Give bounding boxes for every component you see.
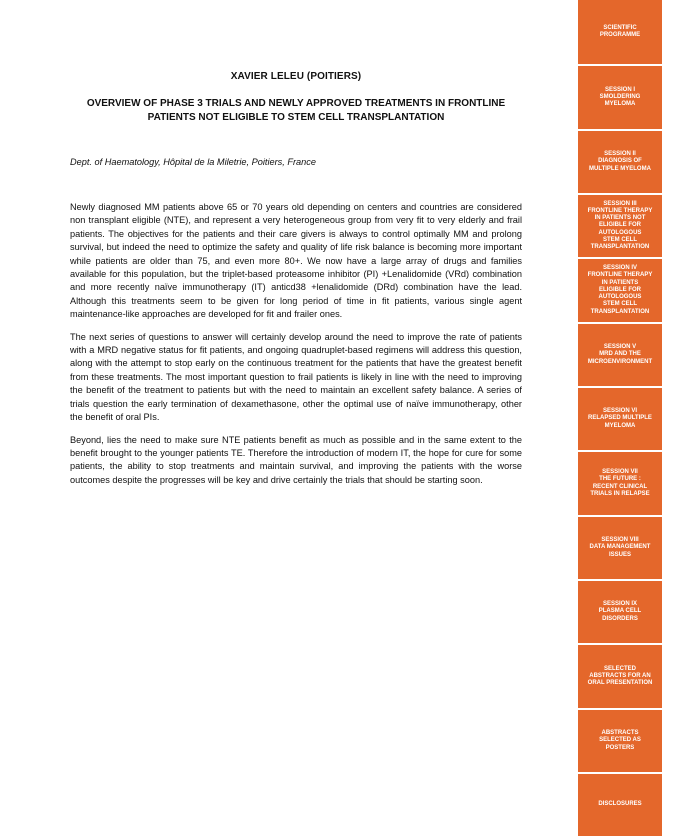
nav-label: SESSION VIII DATA MANAGEMENT ISSUES — [589, 537, 651, 558]
article-body — [70, 201, 522, 496]
nav-session-5[interactable] — [578, 324, 662, 386]
nav-session-7[interactable] — [578, 452, 662, 515]
nav-label: DISCLOSURES — [598, 801, 642, 808]
nav-label: SESSION VII THE FUTURE : RECENT CLINICAL TRIALS IN RELAPSE — [590, 469, 650, 497]
nav-session-1[interactable] — [578, 66, 662, 129]
nav-session-2[interactable] — [578, 131, 662, 193]
nav-session-3[interactable] — [578, 195, 662, 257]
nav-selected-abstracts-oral[interactable] — [578, 645, 662, 708]
nav-scientific-programme[interactable] — [578, 0, 662, 64]
nav-session-8[interactable] — [578, 517, 662, 579]
nav-label: SESSION IV FRONTLINE THERAPY IN PATIENTS ELIGIBLE FOR AUTOLOGOUS STEM CELL TRANSPLANTATION — [587, 265, 653, 315]
nav-label: SCIENTIFIC PROGRAMME — [599, 24, 641, 38]
nav-label: SESSION V MRD AND THE MICROENVIRONMENT — [587, 344, 653, 365]
nav-session-9[interactable] — [578, 581, 662, 643]
paragraph-2: The next series of questions to answer will certainly develop around the need to improve the rate of patients with a MRD negative status for fit patients, and ongoing quadruplet-based regimens will address this question, along with the attempt to stop early on the continuous treatment for the patients that have the greatest benefit from these treatments. The most important question to frail patients is likely in line with the need to improving the benefit of the treatment to patients but with the need to maintain an excellent safety balance. A series of trials question the early termination of dexamethasone, other the optimal use of naïve immunotherapy, other the benefit of oral PIs. — [70, 331, 522, 423]
nav-label: SESSION II DIAGNOSIS OF MULTIPLE MYELOMA — [589, 151, 651, 172]
nav-session-4[interactable] — [578, 259, 662, 322]
nav-disclosures[interactable] — [578, 774, 662, 836]
nav-label: SESSION III FRONTLINE THERAPY IN PATIENTS NOT ELIGIBLE FOR AUTOLOGOUS STEM CELL TRANSPLANTATION — [587, 200, 653, 250]
sidebar-nav — [578, 0, 662, 836]
nav-label: SESSION I SMOLDERING MYELOMA — [599, 86, 641, 108]
article-title: OVERVIEW OF PHASE 3 TRIALS AND NEWLY APPROVED TREATMENTS IN FRONTLINE PATIENTS NOT ELIGIBLE TO STEM CELL TRANSPLANTATION — [86, 98, 506, 123]
nav-abstracts-posters[interactable] — [578, 710, 662, 772]
paragraph-1: Newly diagnosed MM patients above 65 or 70 years old depending on centers and countries are considered non transplant eligible (NTE), and represent a very heterogeneous group from very fit to very elderly and frail patients. The objectives for the patients and their care givers is always to control optimally MM and prolong survival, but indeed the need to optimize the safety and quality of life risk balance is becoming more important while patients are older than 75, and even more 80+. We now have a large array of drugs and families available for this population, but the triplet-based proteasome inhibitor (PI) +Lenalidomide (VRd) combination and more recently naïve immunotherapy (IT) anticd38 +lenalidomide (DRd) combination have the lead. Although this treatments seem to be given for long period of time in fit patients, various single agent maintenance-like approaches are developed for fit and frailer ones. — [70, 202, 522, 320]
nav-label: ABSTRACTS SELECTED AS POSTERS — [599, 730, 641, 751]
paragraph-3: Beyond, lies the need to make sure NTE patients benefit as much as possible and in the same extent to the benefit brought to the younger patients TE. Therefore the introduction of modern IT, the hope for cure for some patients, the ability to stop treatments and maintain survival, and improving the patients with the worse outcomes despite the progresses will be key and drive certainly the trials that should be starting soon. — [70, 434, 522, 485]
nav-label: SELECTED ABSTRACTS FOR AN ORAL PRESENTATION — [587, 665, 653, 687]
nav-label: SESSION IX PLASMA CELL DISORDERS — [598, 601, 642, 622]
nav-label: SESSION VI RELAPSED MULTIPLE MYELOMA — [588, 408, 652, 429]
affiliation: Dept. of Haematology, Hôpital de la Miletrie, Poitiers, France — [70, 157, 316, 167]
nav-session-6[interactable] — [578, 388, 662, 450]
author-heading: XAVIER LELEU (POITIERS) — [230, 71, 362, 82]
